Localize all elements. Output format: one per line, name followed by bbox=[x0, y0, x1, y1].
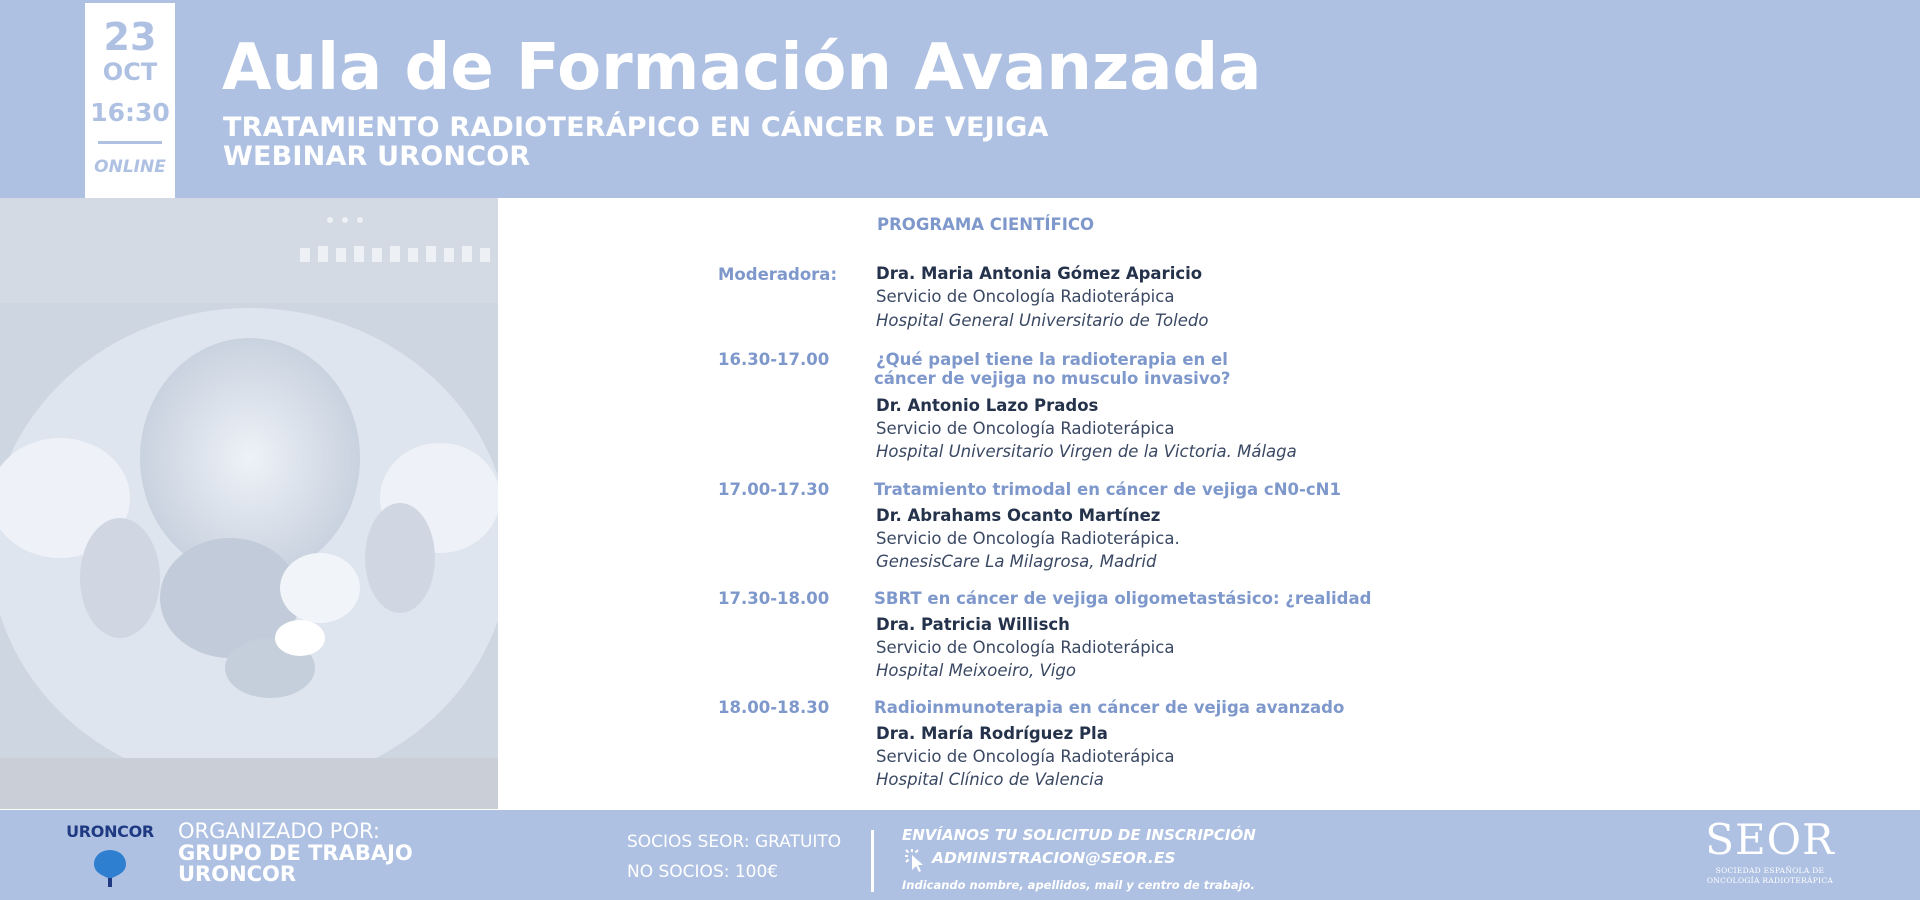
session-speaker: Dr. Antonio Lazo Prados bbox=[876, 396, 1099, 415]
seor-logo-name: SEOR bbox=[1705, 815, 1835, 864]
session-title: ¿Qué papel tiene la radioterapia en el bbox=[876, 350, 1228, 369]
session-service: Servicio de Oncología Radioterápica bbox=[876, 419, 1175, 438]
moderator-hospital: Hospital General Universitario de Toledo bbox=[876, 311, 1209, 330]
uroncor-drop-icon bbox=[92, 848, 128, 888]
seor-subtitle-line-1: SOCIEDAD ESPAÑOLA DE bbox=[1715, 866, 1825, 875]
organized-by-label: ORGANIZADO POR: bbox=[178, 819, 381, 843]
session-time: 18.00-18.30 bbox=[718, 698, 830, 717]
footer-divider bbox=[871, 830, 874, 892]
date-divider bbox=[98, 141, 162, 144]
signup-email-link[interactable]: ADMINISTRACION@SEOR.ES bbox=[932, 849, 1176, 867]
footer-bar bbox=[0, 810, 1920, 900]
seor-subtitle-line-2: ONCOLOGÍA RADIOTERÁPICA bbox=[1706, 876, 1834, 885]
header-banner bbox=[0, 0, 1920, 198]
session-service: Servicio de Oncología Radioterápica bbox=[876, 638, 1175, 657]
session-speaker: Dra. Patricia Willisch bbox=[876, 615, 1070, 634]
session-time: 16.30-17.00 bbox=[718, 350, 830, 369]
session-hospital: Hospital Universitario Virgen de la Victoria. Málaga bbox=[876, 442, 1297, 461]
seor-logo bbox=[1700, 816, 1840, 896]
program-title: PROGRAMA CIENTÍFICO bbox=[877, 215, 1095, 234]
date-box bbox=[85, 3, 175, 198]
event-day: 23 bbox=[103, 15, 157, 59]
cursor-click-icon bbox=[902, 847, 928, 873]
session-hospital: Hospital Clínico de Valencia bbox=[876, 770, 1104, 789]
moderator-service: Servicio de Oncología Radioterápica bbox=[876, 287, 1175, 306]
uroncor-logo bbox=[60, 822, 160, 894]
session-time: 17.30-18.00 bbox=[718, 589, 830, 608]
session-hospital: Hospital Meixoeiro, Vigo bbox=[876, 661, 1076, 680]
moderator-label: Moderadora: bbox=[718, 265, 838, 284]
session-service: Servicio de Oncología Radioterápica. bbox=[876, 529, 1180, 548]
event-mode: ONLINE bbox=[94, 157, 166, 177]
organizer-name: GRUPO DE TRABAJO bbox=[178, 841, 413, 865]
page-title: Aula de Formación Avanzada bbox=[222, 31, 1262, 105]
fee-members: SOCIOS SEOR: GRATUITO bbox=[627, 832, 842, 852]
session-title: Tratamiento trimodal en cáncer de vejiga cN0-cN1 bbox=[874, 480, 1341, 499]
session-title: Radioinmunoterapia en cáncer de vejiga avanzado bbox=[874, 698, 1345, 717]
fee-non-members: NO SOCIOS: 100€ bbox=[627, 862, 779, 882]
session-hospital: GenesisCare La Milagrosa, Madrid bbox=[876, 552, 1157, 571]
event-month: OCT bbox=[102, 58, 158, 86]
session-speaker: Dra. María Rodríguez Pla bbox=[876, 724, 1108, 743]
subtitle-webinar: WEBINAR URONCOR bbox=[223, 141, 531, 172]
scientific-program bbox=[0, 198, 1920, 809]
event-time: 16:30 bbox=[90, 98, 170, 127]
moderator-name: Dra. Maria Antonia Gómez Aparicio bbox=[876, 264, 1203, 283]
session-time: 17.00-17.30 bbox=[718, 480, 830, 499]
session-service: Servicio de Oncología Radioterápica bbox=[876, 747, 1175, 766]
seor-logo-subtitle bbox=[1700, 866, 1840, 886]
subtitle-topic: TRATAMIENTO RADIOTERÁPICO EN CÁNCER DE VEJIGA bbox=[223, 112, 1049, 143]
organizer-name-line-2: URONCOR bbox=[178, 862, 297, 886]
signup-title: ENVÍANOS TU SOLICITUD DE INSCRIPCIÓN bbox=[902, 826, 1256, 844]
uroncor-logo-text: URONCOR bbox=[66, 822, 154, 841]
session-title: SBRT en cáncer de vejiga oligometastásico: ¿realidad bbox=[874, 589, 1372, 608]
session-title-line-2: cáncer de vejiga no musculo invasivo? bbox=[874, 369, 1231, 388]
signup-note: Indicando nombre, apellidos, mail y centro de trabajo. bbox=[902, 878, 1255, 892]
session-speaker: Dr. Abrahams Ocanto Martínez bbox=[876, 506, 1161, 525]
